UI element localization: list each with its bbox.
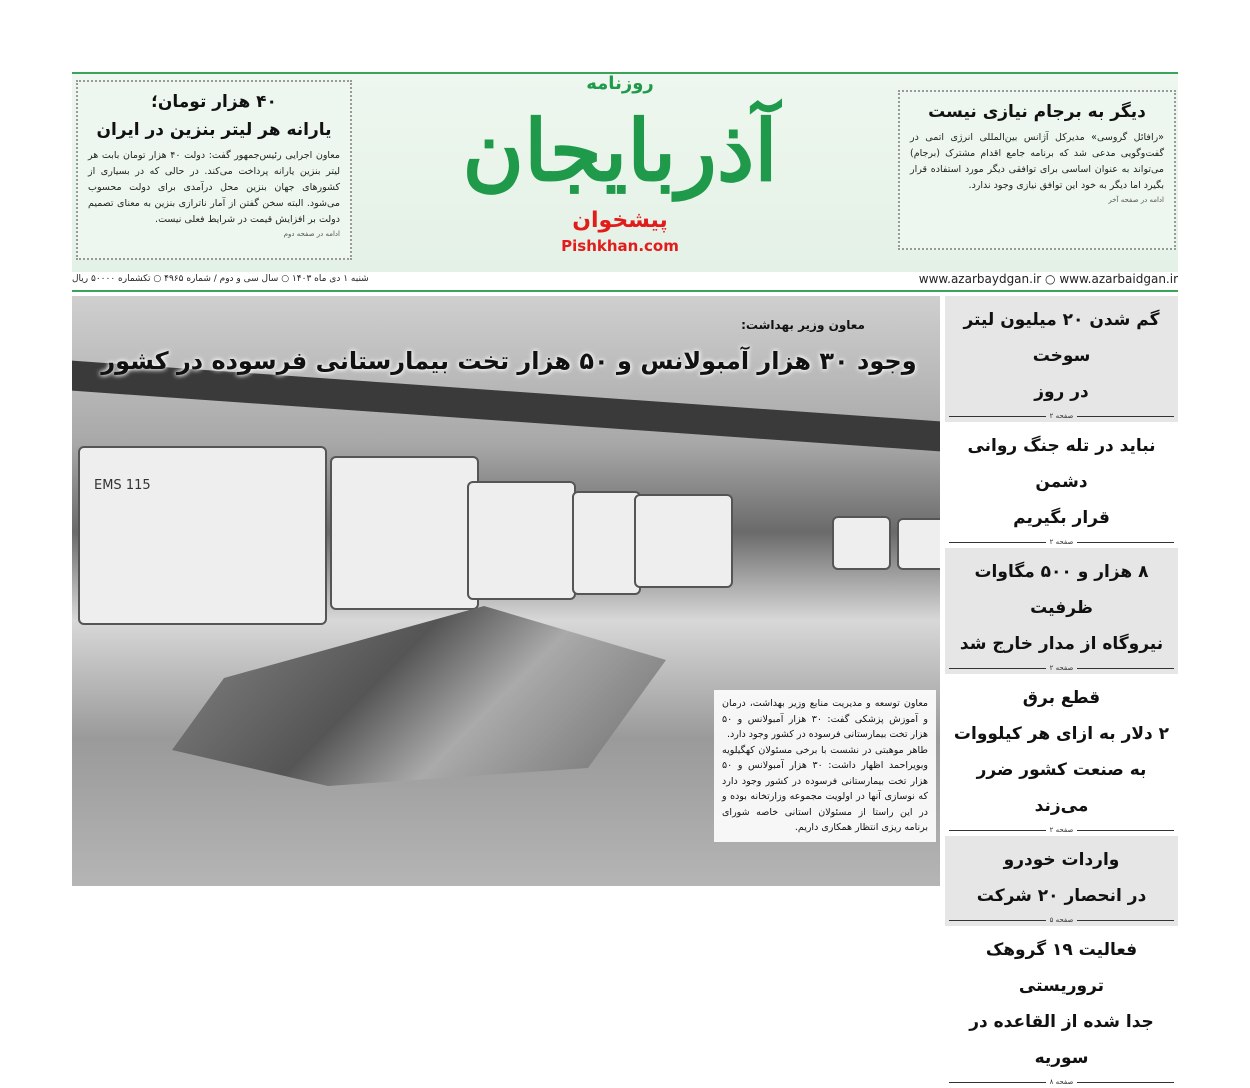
headline-line: در روز [1034, 382, 1089, 402]
page-number: صفحه ۸ [1049, 1078, 1074, 1086]
teaser-title: یارانه هر لیتر بنزین در ایران [96, 120, 332, 140]
sidebar-headline[interactable] [945, 422, 1178, 548]
page-reference [949, 1078, 1174, 1086]
right-teaser-box[interactable] [898, 90, 1176, 250]
teaser-body: معاون اجرایی رئیس‌جمهور گفت: دولت ۴۰ هزار تومان بابت هر لیتر بنزین یارانه پرداخت می‌کند. در حالی که در بسیاری از کشورهای جهان بنزین محل درآمدی برای دولت محسوب می‌شود. البته سخن گفتن از آمار ناترازی بنزین به معنای تصمیم دولت بر افزایش قیمت در شرایط فعلی نیست. [88, 150, 340, 225]
logo-label: روزنامه [586, 73, 654, 94]
headline-kicker: معاون وزیر بهداشت: [741, 318, 865, 332]
page-reference [949, 538, 1174, 546]
headline-line: قرار بگیریم [1013, 508, 1110, 528]
divider [72, 290, 1178, 292]
rule [949, 416, 1046, 417]
watermark: پیشخوان [572, 208, 668, 233]
headline-line: جدا شده از القاعده در سوریه [969, 1012, 1154, 1068]
sidebar-headline[interactable] [945, 836, 1178, 926]
ambulance-label: EMS 115 [94, 478, 151, 493]
ambulance [467, 481, 576, 600]
rule [949, 668, 1046, 669]
sidebar-headline[interactable] [945, 296, 1178, 422]
rule [1077, 542, 1174, 543]
page-number: صفحه ۲ [1049, 826, 1074, 834]
page-number: صفحه ۲ [1049, 412, 1074, 420]
teaser-body: «رافائل گروسی» مدیرکل آژانس بین‌المللی انرژی اتمی در گفت‌وگویی مدعی شد که برنامه جامع اقدام مشترک (برجام) می‌تواند به عنوان اساسی برای توافقی دیگر مورد استفاده قرار بگیرد اما دیگر به خود این توافق نیازی وجود ندارد. [910, 132, 1164, 191]
ambulance [78, 446, 327, 625]
headline-line: گم شدن ۲۰ میلیون لیتر سوخت [963, 310, 1160, 366]
headline-line: ۲ دلار به ازای هر کیلووات [953, 724, 1170, 744]
ambulance [634, 494, 733, 588]
page-reference [949, 826, 1174, 834]
left-teaser-box[interactable] [76, 80, 352, 260]
rule [949, 830, 1046, 831]
page-number: صفحه ۲ [1049, 664, 1074, 672]
rule [949, 542, 1046, 543]
ambulance [572, 491, 641, 595]
continued-link[interactable]: ادامه در صفحه آخر [1108, 196, 1164, 204]
rule [1077, 920, 1174, 921]
page-number: صفحه ۵ [1049, 916, 1074, 924]
page-reference [949, 412, 1174, 420]
photo-caption [714, 690, 936, 842]
rule [949, 1082, 1046, 1083]
caption-paragraph: طاهر موهبتی در نشست با برخی مسئولان کهگیلویه وبویراحمد اظهار داشت: ۳۰ هزار آمبولانس و ۵۰ هزار تخت بیمارستانی فرسوده در کشور وجود دارد که نوسازی آنها در اولویت مجموعه وزارتخانه بوده و در این راستا از مسئولان استانی خاصه شورای برنامه ریزی انتظار همکاری داریم. [722, 744, 928, 833]
teaser-title: ۴۰ هزار تومان؛ [151, 92, 277, 112]
page-number: صفحه ۲ [1049, 538, 1074, 546]
watermark-url: Pishkhan.com [561, 237, 679, 255]
headline-line: ۸ هزار و ۵۰۰ مگاوات ظرفیت [974, 562, 1149, 618]
headline-line: واردات خودرو [1003, 850, 1120, 870]
rule [1077, 1082, 1174, 1083]
main-headline[interactable]: وجود ۳۰ هزار آمبولانس و ۵۰ هزار تخت بیمارستانی فرسوده در کشور [101, 347, 917, 375]
rule [1077, 830, 1174, 831]
ambulance [832, 516, 891, 570]
sidebar-headline[interactable] [945, 548, 1178, 674]
teaser-title: دیگر به برجام نیازی نیست [928, 102, 1146, 122]
sidebar-headline[interactable] [945, 674, 1178, 836]
headline-line: به صنعت کشور ضرر می‌زند [976, 760, 1147, 816]
headline-sidebar [945, 296, 1178, 1088]
headline-line: قطع برق [1022, 688, 1101, 708]
page-reference [949, 916, 1174, 924]
dateline: شنبه ۱ دی ماه ۱۴۰۳ ○ سال سی و دوم / شماره ۴۹۶۵ ○ تکشماره ۵۰۰۰۰ ریال [72, 274, 369, 284]
headline-line: فعالیت ۱۹ گروهک تروریستی [985, 940, 1138, 996]
newspaper-logo [400, 72, 840, 270]
sidebar-headline[interactable] [945, 926, 1178, 1088]
page-reference [949, 664, 1174, 672]
debris-pile [172, 606, 692, 786]
website-links[interactable]: www.azarbaydgan.ir ○ www.azarbaidgan.ir [918, 272, 1178, 286]
logo-name: آذربایجان [462, 101, 778, 200]
rule [1077, 668, 1174, 669]
headline-line: نیروگاه از مدار خارج شد [959, 634, 1164, 654]
caption-paragraph: معاون توسعه و مدیریت منابع وزیر بهداشت، درمان و آموزش پزشکی گفت: ۳۰ هزار آمبولانس و ۵۰ هزار تخت بیمارستانی فرسوده در کشور وجود دارد. [722, 698, 928, 740]
continued-link[interactable]: ادامه در صفحه دوم [283, 230, 340, 238]
rule [949, 920, 1046, 921]
ambulance [330, 456, 479, 610]
ambulance [897, 518, 940, 570]
headline-line: نباید در تله جنگ روانی دشمن [967, 436, 1156, 492]
rule [1077, 416, 1174, 417]
headline-line: در انحصار ۲۰ شرکت [976, 886, 1147, 906]
